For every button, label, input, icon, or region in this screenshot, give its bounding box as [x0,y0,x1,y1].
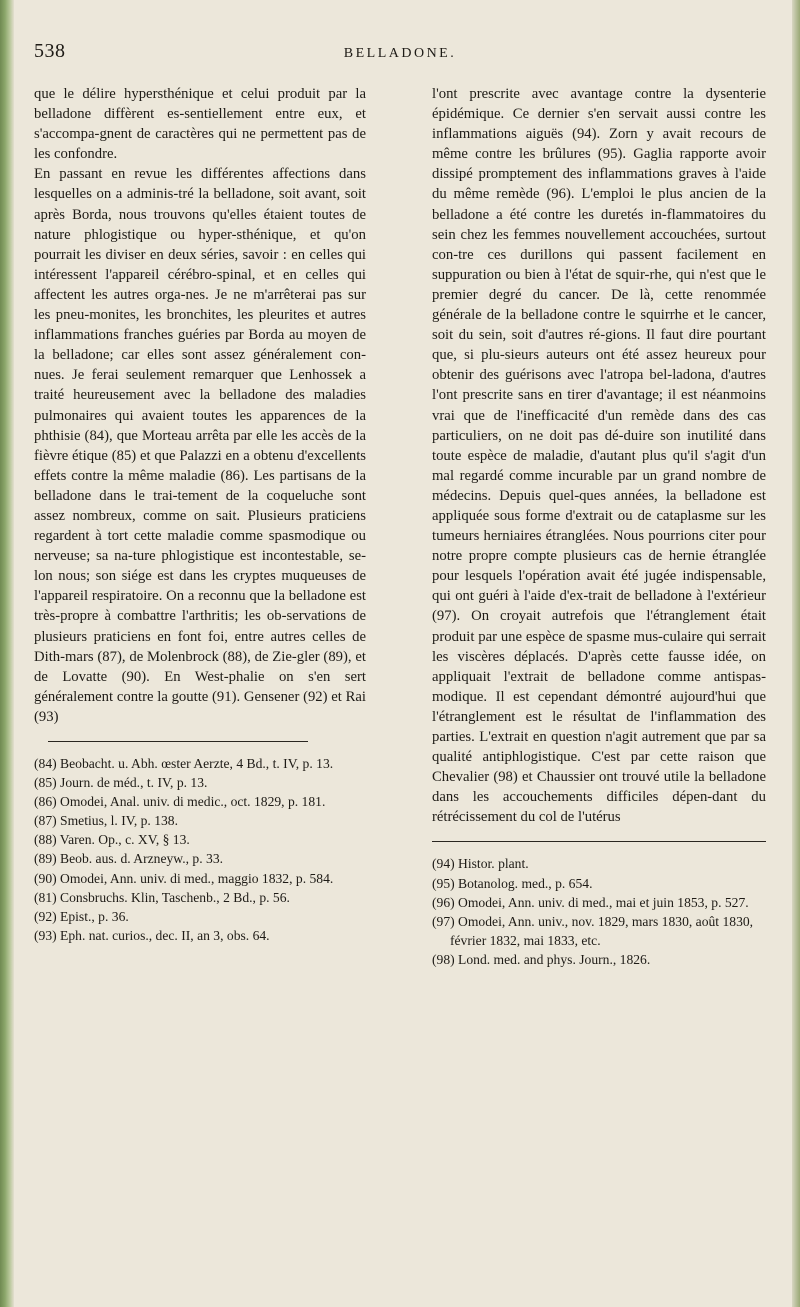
footnote-97: (97) Omodei, Ann. univ., nov. 1829, mars 1830, août 1830, février 1832, mai 1833, etc. [432,913,754,948]
page-right-edge [792,0,800,1307]
footnote-92: (92) Epist., p. 36. [34,908,129,924]
running-head: BELLADONE. [343,46,457,61]
footnote-95: (95) Botanolog. med., p. 654. [432,875,593,891]
footnote-84: (84) Beobacht. u. Abh. œster Aerzte, 4 Bd., t. IV, p. 13. [34,756,334,771]
right-paragraph-1: l'ont prescrite avec avantage contre la dysenterie épidémique. Ce dernier s'en servait aussi contre les inflammations aiguës (94). Zorn y avait recours de même contre les brûlures (95). Gaglia rapporte avoir dissipé promptement des inflammations graves à l'aide du même remède (96). L'emploi le plus ancien de la belladone a été contre les duretés in-flammatoires du sein chez les femmes nouvellement accouchées, surtout con-tre ces durillons qui passent facilement en suppuration ou bien à l'état de squir-rhe, qui n'est que le premier degré du cancer. De là, cette renommée générale de la belladone contre le squirrhe et le cancer, soit du sein, soit d'autres ré-gions. Il faut dire pourtant que, si plu-sieurs auteurs ont été assez heureux pour obtenir des guérisons avec l'atropa bel-ladona, d'autres l'ont prescrite sans en tirer d'avantage; il est néanmoins vrai que de l'inefficacité d'un remède dans des cas particuliers, on ne doit pas dé-duire son inutilité dans toute espèce de maladie, d'autant plus qu'il s'agit d'un mal regardé comme incurable par un grand nombre de médecins. Depuis quel-ques années, la belladone est appliquée sous forme d'extrait ou de cataplasme sur les tumeurs herniaires étranglées. Nous pourrions citer pour notre propre compte plusieurs cas de hernie étranglée pour lesquels l'opération avait été jugée indispensable, qui ont guéri à l'aide d'ex-trait de belladone à l'extérieur (97). On croyait autrefois que l'étranglement était produit par une espèce de spasme mus-culaire qui serrait les viscères déplacés. D'après cette fausse idée, on appliquait l'extrait de belladone comme antispas-modique. Il est cependant démontré aujourd'hui que l'étranglement est le résultat de l'inflammation des parties. L'extrait en question n'agit autrement que par sa qualité antiphlogistique. C'est par cette raison que Chevalier (98) et Chaussier ont trouvé utile la belladone dans les accouchements difficiles dépen-dant du rétrécissement du col de l'utérus [432,86,766,826]
footnote-91: (81) Consbruchs. Klin, Taschenb., 2 Bd., p. 56. [34,889,290,905]
footnote-86: (86) Omodei, Anal. univ. di medic., oct. 1829, p. 181. [34,794,326,810]
footnote-rule-right [432,841,766,842]
footnote-90: (90) Omodei, Ann. univ. di med., maggio 1832, p. 584. [34,870,334,886]
page-number: 538 [34,40,66,62]
left-paragraph-1: que le délire hypersthénique et celui produit par la belladone diffèrent es-sentiellement entre eux, et s'accompa-gnent de caractères qui ne permettent pas de les confondre. [34,86,366,163]
footnote-94: (94) Histor. plant. [432,856,529,872]
footnote-rule-left [48,741,308,742]
footnote-96: (96) Omodei, Ann. univ. di med., mai et juin 1853, p. 527. [432,894,749,910]
page-binding-edge [0,0,14,1307]
footnote-88: (88) Varen. Op., c. XV, § 13. [34,832,190,848]
footnote-98: (98) Lond. med. and phys. Journ., 1826. [432,951,651,967]
left-paragraph-2: En passant en revue les différentes affections dans lesquelles on a adminis-tré la belladone, soit avant, soit après Borda, nous trouvons qu'elles étaient toutes de nature phlogistique ou hyper-sthénique, et qu'on pourrait les diviser en deux séries, savoir : en celles qui intéressent l'appareil cérébro-spinal, et en celles qui affectent les autres orga-nes. Je ne m'arrêterai pas sur les pneu-monites, les bronchites, les pleurites et autres inflammations franches guéries par Borda au moyen de la belladone; car elles sont assez généralement con-nues. Je ferai seulement remarquer que Lenhossek a traité heureusement avec la belladone des maladies pulmonaires qui avaient toutes les apparences de la phthisie (84), que Morteau arrêta par elle les accès de la fièvre étique (85) et que Palazzi en a obtenu d'excellents effets contre la même maladie (86). Les partisans de la belladone dans le trai-tement de la coqueluche sont assez nombreux, comme on sait. Plusieurs praticiens regardent à tort cette maladie comme spasmodique ou nerveuse; sa na-ture phlogistique est incontestable, se-lon nous; son siége est dans les cryptes muqueuses de l'appareil respiratoire. On a reconnu que la belladone est très-propre à combattre l'arthritis; les ob-servations de plusieurs praticiens en font foi, entre autres celles de Dith-mars (87), de Molenbrock (88), de Zie-gler (89), et de Lovatte (90). En West-phalie on s'en sert généralement contre la goutte (91). Gensener (92) et Rai (93) [34,166,366,725]
left-column [34,84,366,945]
left-footnotes [34,754,366,945]
right-footnotes [432,854,766,969]
footnote-89: (89) Beob. aus. d. Arzneyw., p. 33. [34,851,224,867]
right-column [432,84,766,969]
footnote-85: (85) Journ. de méd., t. IV, p. 13. [34,775,208,791]
footnote-93: (93) Eph. nat. curios., dec. II, an 3, obs. 64. [34,927,270,943]
footnote-87: (87) Smetius, l. IV, p. 138. [34,813,178,829]
